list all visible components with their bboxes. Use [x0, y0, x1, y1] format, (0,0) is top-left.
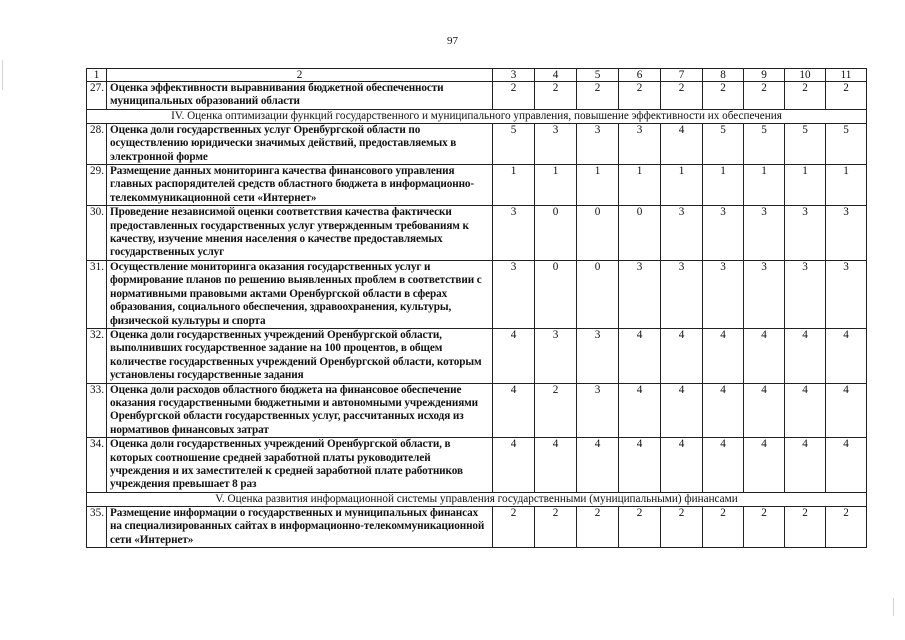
score-cell: 2	[744, 506, 785, 547]
score-cell: 3	[493, 206, 535, 261]
score-cell: 1	[744, 165, 785, 206]
score-cell: 2	[744, 82, 785, 110]
column-header: 4	[535, 69, 577, 82]
score-cell: 4	[703, 383, 744, 438]
score-cell: 4	[785, 438, 826, 493]
score-cell: 3	[744, 260, 785, 328]
score-cell: 5	[826, 123, 867, 164]
table-row	[87, 165, 867, 206]
page-number: 97	[447, 35, 458, 47]
table-row	[87, 438, 867, 493]
table-row	[87, 506, 867, 547]
score-cell: 1	[493, 165, 535, 206]
score-cell: 5	[493, 123, 535, 164]
score-cell: 4	[493, 328, 535, 383]
section-title: V. Оценка развития информационной системы управления государственными (муниципальными) финансами	[87, 492, 867, 506]
score-cell: 3	[744, 206, 785, 261]
score-cell: 0	[535, 206, 577, 261]
score-cell: 1	[535, 165, 577, 206]
indicator-description: Проведение независимой оценки соответствия качества фактически предоставленных государственных услуг утвержденным требованиям к качеству, изучение мнения населения о качестве предоставляемых государственных услуг	[107, 206, 493, 261]
indicator-description: Размещение информации о государственных и муниципальных финансах на специализированных сайтах в информационно-телекоммуникационной сети «Интернет»	[107, 506, 493, 547]
table-row	[87, 383, 867, 438]
score-cell: 3	[661, 260, 703, 328]
score-cell: 2	[703, 82, 744, 110]
column-header: 3	[493, 69, 535, 82]
score-cell: 3	[703, 260, 744, 328]
score-cell: 4	[661, 383, 703, 438]
score-cell: 4	[661, 123, 703, 164]
score-cell: 4	[661, 328, 703, 383]
score-cell: 3	[703, 206, 744, 261]
indicator-description: Оценка эффективности выравнивания бюджетной обеспеченности муниципальных образований области	[107, 82, 493, 110]
table-header-row	[87, 69, 867, 82]
score-cell: 1	[826, 165, 867, 206]
score-cell: 4	[826, 328, 867, 383]
score-cell: 2	[661, 506, 703, 547]
score-cell: 4	[535, 438, 577, 493]
indicator-description: Оценка доли государственных учреждений Оренбургской области, выполнивших государственное задание на 100 процентов, в общем количестве государственных учреждений Оренбургской области, которым установлены государственные задания	[107, 328, 493, 383]
column-header: 10	[785, 69, 826, 82]
column-header: 11	[826, 69, 867, 82]
score-cell: 2	[703, 506, 744, 547]
section-title: IV. Оценка оптимизации функций государственного и муниципального управления, повышение эффективности их обеспечения	[87, 109, 867, 123]
table-row	[87, 328, 867, 383]
column-header: 5	[577, 69, 619, 82]
table-row	[87, 123, 867, 164]
column-header: 2	[107, 69, 493, 82]
score-cell: 3	[619, 260, 661, 328]
score-cell: 3	[826, 206, 867, 261]
score-cell: 5	[785, 123, 826, 164]
row-number: 33.	[87, 383, 107, 438]
score-cell: 4	[619, 328, 661, 383]
score-cell: 3	[493, 260, 535, 328]
score-cell: 2	[785, 506, 826, 547]
indicators-table	[86, 68, 867, 548]
score-cell: 2	[493, 506, 535, 547]
score-cell: 2	[535, 82, 577, 110]
score-cell: 4	[744, 438, 785, 493]
score-cell: 1	[703, 165, 744, 206]
score-cell: 0	[577, 206, 619, 261]
scan-artifact	[2, 60, 3, 90]
score-cell: 5	[744, 123, 785, 164]
score-cell: 3	[785, 260, 826, 328]
column-header: 6	[619, 69, 661, 82]
score-cell: 1	[661, 165, 703, 206]
section-header-row	[87, 109, 867, 123]
score-cell: 4	[826, 438, 867, 493]
score-cell: 1	[785, 165, 826, 206]
indicator-description: Осуществление мониторинга оказания государственных услуг и формирование планов по решению выявленных проблем в соответствии с нормативными правовыми актами Оренбургской области в сферах образования, социального обеспечения, здравоохранения, культуры, физической культуры и спорта	[107, 260, 493, 328]
row-number: 27.	[87, 82, 107, 110]
score-cell: 4	[577, 438, 619, 493]
score-cell: 2	[826, 82, 867, 110]
column-header: 8	[703, 69, 744, 82]
score-cell: 2	[619, 82, 661, 110]
score-cell: 2	[661, 82, 703, 110]
score-cell: 4	[826, 383, 867, 438]
row-number: 35.	[87, 506, 107, 547]
score-cell: 3	[535, 328, 577, 383]
row-number: 31.	[87, 260, 107, 328]
score-cell: 2	[826, 506, 867, 547]
score-cell: 3	[619, 123, 661, 164]
score-cell: 2	[785, 82, 826, 110]
score-cell: 4	[785, 328, 826, 383]
indicator-description: Оценка доли расходов областного бюджета на финансовое обеспечение оказания государственными бюджетными и автономными учреждениями Оренбургской области государственных услуг, рассчитанных исходя из нормативов финансовых затрат	[107, 383, 493, 438]
score-cell: 4	[619, 438, 661, 493]
score-cell: 3	[577, 383, 619, 438]
row-number: 28.	[87, 123, 107, 164]
row-number: 30.	[87, 206, 107, 261]
table-row	[87, 82, 867, 110]
score-cell: 1	[619, 165, 661, 206]
score-cell: 4	[661, 438, 703, 493]
score-cell: 3	[826, 260, 867, 328]
score-cell: 0	[577, 260, 619, 328]
score-cell: 2	[535, 383, 577, 438]
score-cell: 0	[619, 206, 661, 261]
score-cell: 5	[703, 123, 744, 164]
row-number: 32.	[87, 328, 107, 383]
score-cell: 4	[703, 438, 744, 493]
row-number: 29.	[87, 165, 107, 206]
indicator-description: Размещение данных мониторинга качества финансового управления главных распорядителей средств областного бюджета в информационно-телекоммуникационной сети «Интернет»	[107, 165, 493, 206]
score-cell: 4	[744, 383, 785, 438]
score-cell: 2	[577, 506, 619, 547]
scan-artifact	[893, 598, 894, 616]
table-row	[87, 206, 867, 261]
score-cell: 4	[744, 328, 785, 383]
score-cell: 3	[577, 328, 619, 383]
table-row	[87, 260, 867, 328]
score-cell: 3	[577, 123, 619, 164]
score-cell: 4	[785, 383, 826, 438]
indicator-description: Оценка доли государственных учреждений Оренбургской области, в которых соотношение средней заработной платы руководителей учреждения и их заместителей к средней заработной плате работников учреждения превышает 8 раз	[107, 438, 493, 493]
section-header-row	[87, 492, 867, 506]
column-header: 7	[661, 69, 703, 82]
column-header: 9	[744, 69, 785, 82]
score-cell: 0	[535, 260, 577, 328]
score-cell: 1	[577, 165, 619, 206]
column-header: 1	[87, 69, 107, 82]
score-cell: 2	[535, 506, 577, 547]
row-number: 34.	[87, 438, 107, 493]
score-cell: 2	[577, 82, 619, 110]
score-cell: 2	[493, 82, 535, 110]
score-cell: 3	[535, 123, 577, 164]
score-cell: 4	[493, 383, 535, 438]
score-cell: 4	[493, 438, 535, 493]
score-cell: 4	[703, 328, 744, 383]
score-cell: 2	[619, 506, 661, 547]
score-cell: 3	[785, 206, 826, 261]
indicator-description: Оценка доли государственных услуг Оренбургской области по осуществлению юридически значимых действий, предоставляемых в электронной форме	[107, 123, 493, 164]
score-cell: 4	[619, 383, 661, 438]
score-cell: 3	[661, 206, 703, 261]
